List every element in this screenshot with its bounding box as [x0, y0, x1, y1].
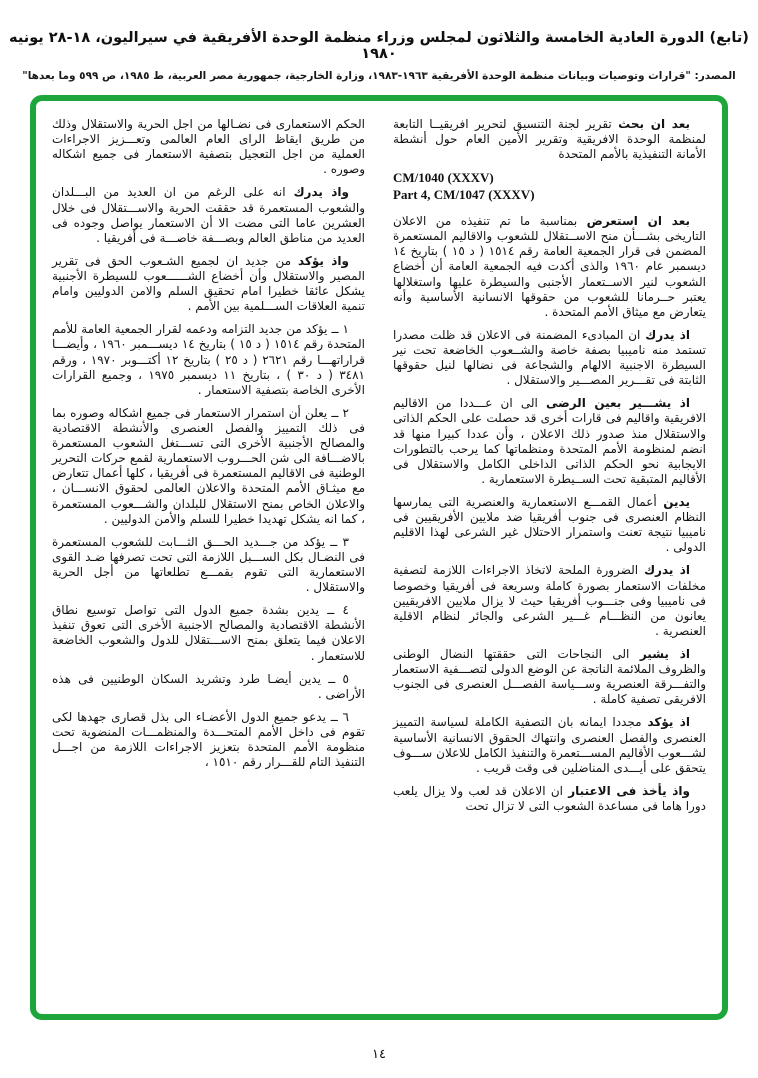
paragraph-lead: واذ يأخذ فى الاعتبار: [568, 783, 690, 798]
paragraph-text: انه على الرغم من ان العديد من البـــلدان والشعوب المستعمرة قد حققت الحرية والاســـتقلال فى خلال العشرين عاما التى مضت الا أن الاستعمار يواصل وجوده فى العديد من مناطق العالم وبصـــفة خاصـــة فى أفريقيا .: [52, 185, 365, 245]
document-reference: Part 4, CM/1047 (XXXV): [393, 187, 535, 203]
paragraph-text: الضرورة الملحة لاتخاذ الاجراءات اللازمة لتصفية مخلفات الاستعمار بصورة كاملة وسريعة فى أفريقيا وخصوصا فى ناميبيا وفى جنـــوب أفريقيا حيث لا يزال ملايين الافريقيين يعانون من النظـــام غـــير الشرعى والجائر لنظام الاقلية العنصرية .: [393, 563, 706, 638]
paragraph: [52, 117, 365, 177]
paragraph-text: الى ان عـــددا من الاقاليم الافريقية واقاليم فى قارات أخرى قد حصلت على الحكم الذاتى والاستقلال منذ صدور ذلك الاعلان ، وأن عددا كبيرا منها قد انضم لمنظومة الأمم المتحدة ومنظماتها كما يرحب بالتطورات الايجابية نحو الحكم الذاتى الداخلى الكامل والاستقلال فى الأقاليم المتبقية تحت الســيطرة الاستعمارية .: [393, 396, 706, 486]
paragraph-text: أعمال القمـــع الاستعمارية والعنصرية التى يمارسها النظام العنصرى فى جنوب أفريقيا ضد ملايين الأفريقيين فى ناميبيا نتيجة تعنت واستمرار الاحتلال غير الشرعى لهذا الاقليم الدولى .: [393, 494, 706, 555]
paragraph-text: بمناسبة ما تم تنفيذه من الاعلان التاريخى بشـــأن منح الاســتقلال للشعوب والاقاليم المستعمرة المضمن فى قرار الجمعية العامة رقم ١٥١٤ ( د ١٥ ) بتاريخ ١٤ ديسمبر عام ١٩٦٠ والذى أكدت فيه الجمعية العامة أن أخضاع الشعوب لنير الاســتعمار الأجنبى والسيطرة عليها واستغلالها يعتبر حــرمانا للشعوب من حقوقها الانسانية الأساسية وأنه يتعارض مع ميثاق الأمم المتحدة .: [393, 214, 707, 319]
paragraph-lead: اذ يدرك: [644, 563, 690, 578]
numbered-item-3: [52, 535, 365, 595]
page-header: [0, 30, 758, 82]
paragraph: [393, 715, 706, 775]
document-reference: CM/1040 (XXXV): [393, 170, 494, 186]
two-column-layout: [52, 117, 706, 822]
paragraph-lead: اذ يشـــير بعين الرضى: [545, 396, 690, 411]
paragraph: [52, 254, 365, 314]
numbered-item-6: [52, 710, 365, 770]
numbered-item-1: [52, 322, 365, 398]
paragraph-text: الى النجاحات التى حققتها النضال الوطنى والظروف الملائمة الناتجة عن الوضع الدولى لتصـــفية الاستعمار والتفـــرقة العنصرية وســـياسة الفصـــل العنصرى فى الجنوب الافريقى تصفية كاملة .: [393, 646, 706, 707]
paragraph-text: ٣ ــ يؤكد من جـــديد الحـــق الثـــابت للشعوب المستعمرة فى النضـال بكل الســـبل اللازمة التى تحت تصرفها ضـد القوى الاستعمارية التى تقوم بقمـــع تطلعاتها من أجل الحرية والاستقلال .: [52, 534, 365, 595]
paragraph: [393, 495, 706, 555]
page-number: ١٤: [372, 1047, 386, 1062]
paragraph-text: مجددا ايمانه بان التصفية الكاملة لسياسة التمييز العنصرى والفصل العنصرى وانتهاك الحقوق الانسانية الأساسية لشـــعوب الأقاليم المســـتعمرة والتنفيذ الكامل للاعلان ســـوف يتحقق على أيـــدى المناضلين فى وقت قريب .: [393, 715, 706, 775]
paragraph-text: ٦ ــ يدعو جميع الدول الأعضـاء الى بذل قصارى جهدها لكى تقوم فى داخل الأمم المتحـــدة والمنظمـــات المنضوية تحت منظومة الأمم المتحدة بتعزيز الاجراءات اللازمة من اجـــل التنفيذ التام للقـــرار رقم ١٥١٠ ،: [52, 709, 365, 770]
paragraph-lead: يدين: [663, 494, 690, 509]
paragraph: [393, 396, 706, 487]
column-left: [52, 117, 365, 822]
paragraph-text: من جديد ان لجميع الشـعوب الحق فى تقرير المصير والاستقلال وأن أخضاع الشــــــعوب للسيطرة الأجنبية يشكل عائقا خطيرا امام تحقيق السلم والامن الدوليين وامام تنمية العلاقات الســـلمية بين الأمم .: [52, 253, 365, 314]
paragraph-text: الحكم الاستعمارى فى نضـالها من اجل الحرية والاستقلال وذلك من طريق ايقاظ الراى العام العالمى وتعـــزيز الاجراءات العملية من اجل التعجيل بتصفية الاستعمار فى جميع اشكاله وصوره .: [52, 117, 365, 177]
numbered-item-2: [52, 406, 365, 527]
paragraph-lead: اذ يؤكد: [647, 715, 690, 730]
document-reference-block: [393, 170, 706, 204]
paragraph: [393, 214, 706, 320]
paragraph: [393, 117, 706, 162]
paragraph-text: ١ ــ يؤكد من جديد التزامه ودعمه لقرار الجمعية العامة للأمم المتحدة رقم ١٥١٤ ( د ١٥ ) بتاريخ ١٤ ديســـمبر ١٩٦٠ ، وأيضـــا قراراتهـــا رقم ٢٦٢١ ( د ٢٥ ) بتاريخ ١٢ أكتـــوبر ١٩٧٠ ، ورقم ٣٤٨١ ( د ٣٠ ) ، بتاريخ ١١ ديسمبر ١٩٧٥ ، وجميع القرارات الأخرى الخاصة بتصفية الاستعمار .: [52, 322, 365, 397]
paragraph-lead: بعد ان بحث: [618, 117, 691, 131]
numbered-item-4: [52, 603, 365, 663]
source-line: المصدر: "قرارات وتوصيات وبيانات منظمة الوحدة الأفريقية ١٩٦٣-١٩٨٣، وزارة الخارجية، جمهورية مصر العربية، ط ١٩٨٥، ص ٥٩٩ وما بعدها": [22, 70, 736, 82]
document-title: (تابع) الدورة العادية الخامسة والثلاثون لمجلس وزراء منظمة الوحدة الأفريقية في سيراليون، ١٨-٢٨ يونيه ١٩٨٠: [9, 30, 749, 62]
paragraph: [393, 784, 706, 814]
paragraph-text: ٤ ــ يدين بشدة جميع الدول التى تواصل توسيع نطاق الأنشطة الاقتصادية والمصالح الاجنبية الأخرى التى تعوق تنفيذ الاعلان فيما يتعلق بمنح الاســـتقلال للدول والشعوب الخاضعة للاستعمار .: [52, 603, 365, 663]
paragraph-text: ٢ ــ يعلن أن استمرار الاستعمار فى جميع اشكاله وصوره بما فى ذلك التمييز والفصل العنصرى والأنشطة الاقتصادية والمصالح الأجنبية الأخرى التى تســـتغل الشعوب المستعمرة بالاضـــافة الى شن الحـــروب الاستعمارية لقمع حركات التحرير الوطنية فى الاقاليم المستعمرة فى أفريقيا ، كلها أعمال تتعارض مع ميثـاق الأمم المتحدة والاعلان العالمى لحقوق الانســـان ، والاعلان الخاص بمنح الاستقلال للبلدان والشـــعوب المستعمرة ، كما انه يشكل تهديدا خطيرا للسلم والأمن الدوليين .: [52, 405, 365, 526]
numbered-item-5: [52, 672, 365, 702]
paragraph: [393, 328, 706, 388]
paragraph-lead: اذ يشير: [639, 646, 691, 661]
paragraph-lead: واذ يؤكد: [298, 253, 349, 268]
paragraph: [393, 647, 706, 707]
paragraph-text: ٥ ــ يدين أيضـا طرد وتشريد السكان الوطنيين فى هذه الأراضى .: [52, 671, 365, 701]
content-frame: [30, 95, 728, 1020]
paragraph: [393, 563, 706, 639]
column-right: [393, 117, 706, 822]
paragraph-text: تقرير لجنة التنسيق لتحرير افريقيــا التابعة لمنظمة الوحدة الافريقية وتقرير الأمين العام حول أنشطة الأمانة التنفيذية بالأمم المتحدة: [393, 117, 706, 162]
paragraph-lead: اذ يدرك: [645, 327, 690, 342]
paragraph-text: ان الاعلان قد لعب ولا يزال يلعب دورا هاما فى مساعدة الشعوب التى لا تزال تحت: [393, 783, 706, 813]
paragraph-lead: واذ يدرك: [293, 185, 349, 200]
paragraph-text: ان المبادىء المضمنة فى الاعلان قد ظلت مصدرا تستمد منه ناميبيا بصفة خاصة والشــعوب الخاضعة تحت نير السيطرة الاجنبية الالهام والشجاعة فى نضالها لنيل حقوقها الثابتة فى تقـــرير المصـــير والاستقلال .: [393, 327, 706, 388]
paragraph-lead: بعد ان استعرض: [586, 214, 690, 229]
paragraph: [52, 185, 365, 245]
